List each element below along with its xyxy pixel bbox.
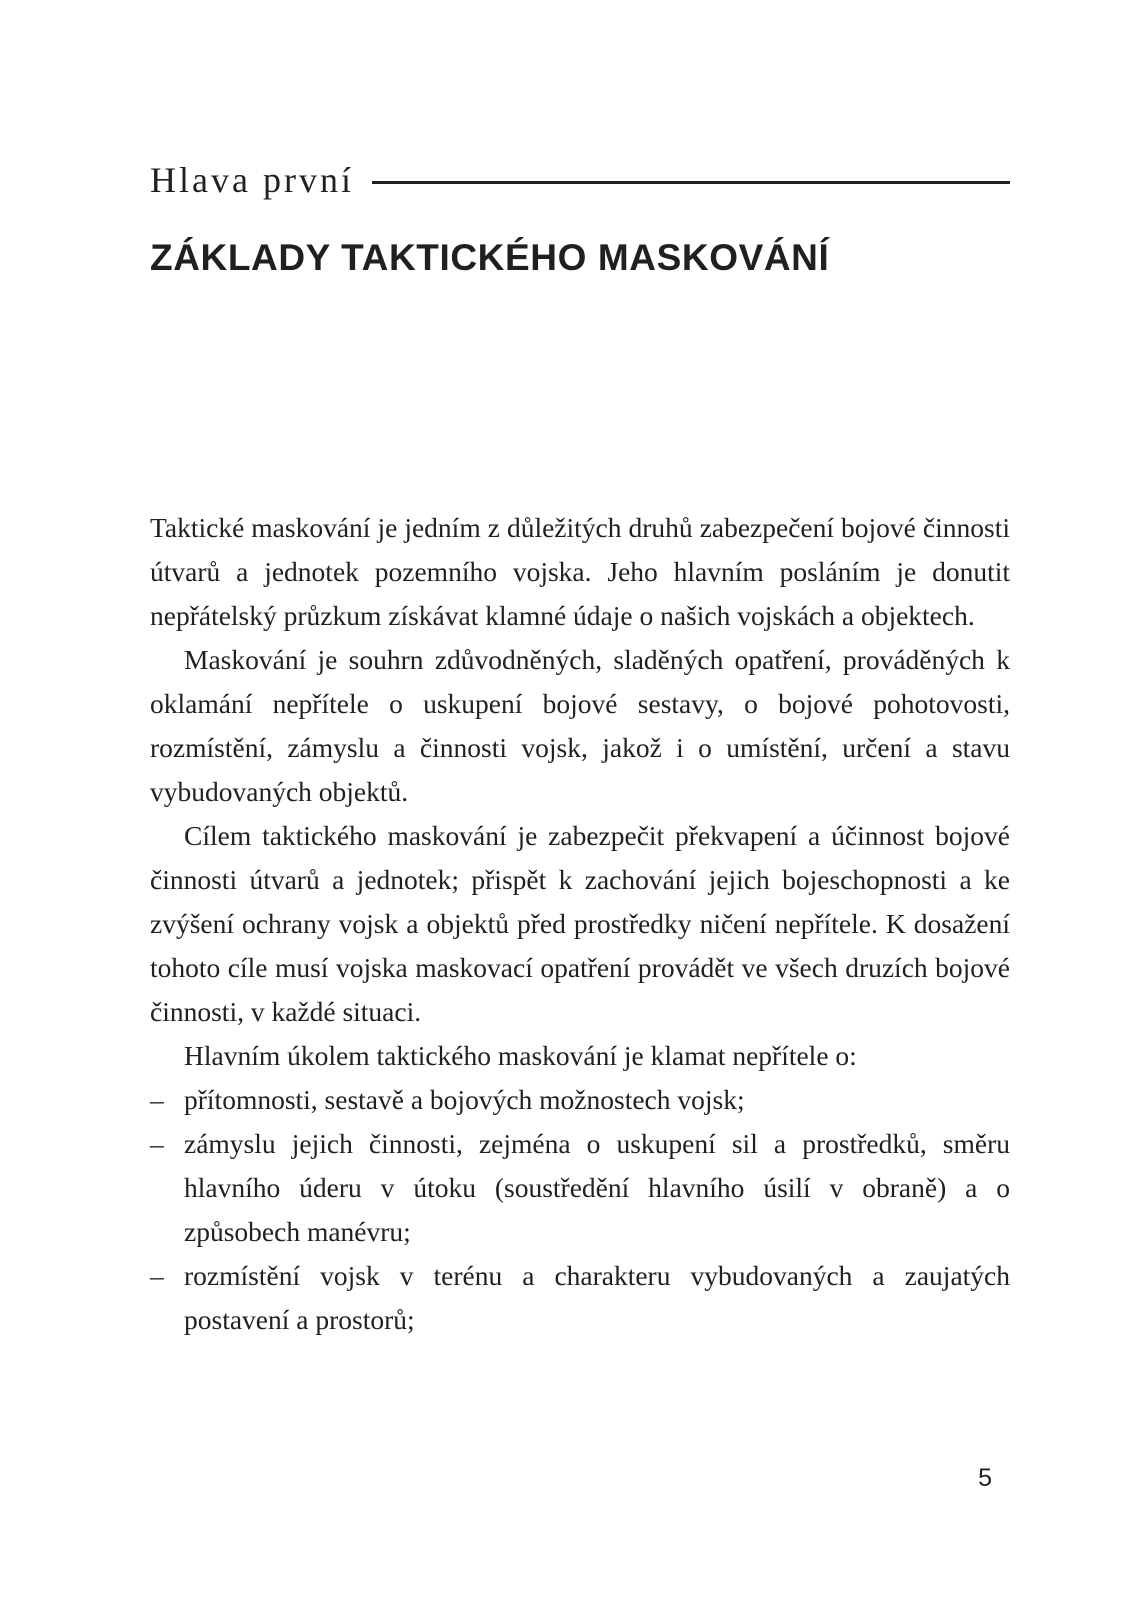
page-number: 5 bbox=[978, 1464, 992, 1492]
dash-marker: – bbox=[150, 1260, 164, 1291]
chapter-title: ZÁKLADY TAKTICKÉHO MASKOVÁNÍ bbox=[150, 237, 830, 278]
dash-marker: – bbox=[150, 1084, 164, 1115]
dash-list bbox=[150, 1078, 1010, 1342]
list-item bbox=[150, 1122, 1010, 1254]
list-item-text: rozmístění vojsk v terénu a charakteru vybudovaných a zaujatých postavení a prostorů; bbox=[184, 1260, 1010, 1335]
chapter-header bbox=[150, 150, 1010, 200]
chapter-label: Hlava první bbox=[150, 160, 354, 200]
chapter-rule bbox=[372, 181, 1010, 184]
list-item-text: přítomnosti, sestavě a bojových možnostech vojsk; bbox=[184, 1084, 745, 1115]
dash-marker: – bbox=[150, 1128, 164, 1159]
body-text bbox=[150, 506, 1010, 1342]
list-item bbox=[150, 1078, 1010, 1122]
list-item-text: zámyslu jejich činnosti, zejména o uskupení sil a prostředků, směru hlavního úderu v útoku (soustředění hlavního úsilí v obraně) a o způsobech manévru; bbox=[184, 1128, 1010, 1247]
list-item bbox=[150, 1254, 1010, 1342]
paragraph-3: Cílem taktického maskování je zabezpečit překvapení a účinnost bojové činnosti útvarů a jednotek; přispět k zachování jejich bojeschopnosti a ke zvýšení ochrany vojsk a objektů před prostředky ničení nepřítele. K dosažení tohoto cíle musí vojska maskovací opatření provádět ve všech druzích bojové činnosti, v každé situaci. bbox=[150, 820, 1010, 1027]
paragraph-4: Hlavním úkolem taktického maskování je klamat nepřítele o: bbox=[184, 1040, 857, 1071]
paragraph-2: Maskování je souhrn zdůvodněných, sladěných opatření, prováděných k oklamání nepřítele o uskupení bojové sestavy, o bojové pohotovosti, rozmístění, zámyslu a činnosti vojsk, jakož i o umístění, určení a stavu vybudovaných objektů. bbox=[150, 644, 1010, 807]
paragraph-1: Taktické maskování je jedním z důležitých druhů zabezpečení bojové činnosti útvarů a jednotek pozemního vojska. Jeho hlavním posláním je donutit nepřátelský průzkum získávat klamné údaje o našich vojskách a objektech. bbox=[150, 512, 1010, 631]
